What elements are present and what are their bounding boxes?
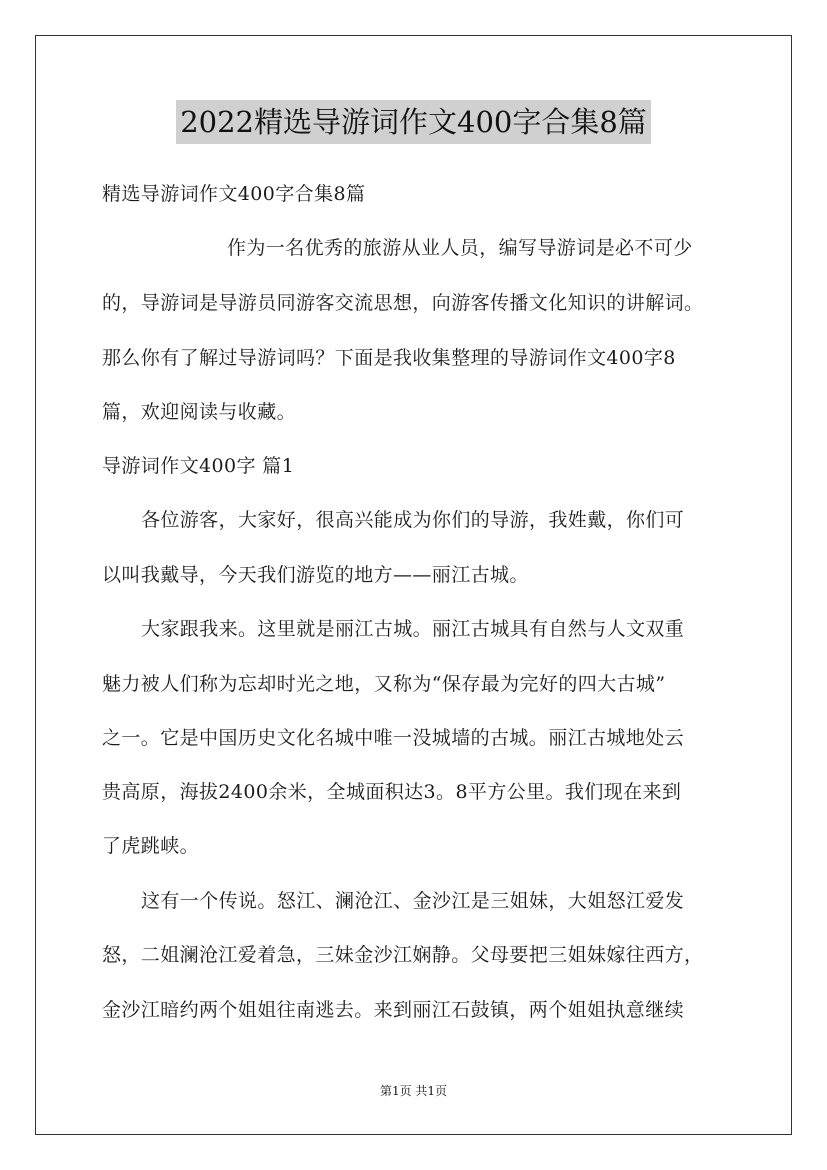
paragraph-line: 金沙江暗约两个姐姐往南逃去。来到丽江石鼓镇，两个姐姐执意继续 [102,999,685,1021]
paragraph-line: 以叫我戴导，今天我们游览的地方——丽江古城。 [102,564,529,586]
paragraph-line: 魅力被人们称为忘却时光之地，又称为“保存最为完好的四大古城” [102,673,666,695]
intro-line: 的，导游词是导游员同游客交流思想，向游客传播文化知识的讲解词。 [102,292,704,314]
page-footer: 第1页 共1页 [379,1084,448,1098]
document-title: 2022精选导游词作文400字合集8篇 [176,100,651,144]
document-subtitle: 精选导游词作文400字合集8篇 [102,183,366,205]
section-heading: 导游词作文400字 篇1 [102,455,295,477]
paragraph-line: 这有一个传说。怒江、澜沧江、金沙江是三姐妹，大姐怒江爱发 [141,890,685,912]
paragraph-line: 怒，二姐澜沧江爱着急，三妹金沙江娴静。父母要把三姐妹嫁往西方， [102,944,704,966]
paragraph-line: 之一。它是中国历史文化名城中唯一没城墙的古城。丽江古城地处云 [102,727,685,749]
paragraph-line: 大家跟我来。这里就是丽江古城。丽江古城具有自然与人文双重 [141,618,685,640]
paragraph-line: 贵高原，海拔2400余米，全城面积达3。8平方公里。我们现在来到 [102,781,682,803]
intro-line: 作为一名优秀的旅游从业人员，编写导游词是必不可少 [227,237,693,259]
paragraph-line: 了虎跳峡。 [102,835,200,857]
intro-line: 篇，欢迎阅读与收藏。 [102,401,297,423]
title-container [0,100,827,144]
intro-line: 那么你有了解过导游词吗？下面是我收集整理的导游词作文400字8 [102,347,676,369]
paragraph-line: 各位游客，大家好，很高兴能成为你们的导游，我姓戴，你们可 [141,509,685,531]
